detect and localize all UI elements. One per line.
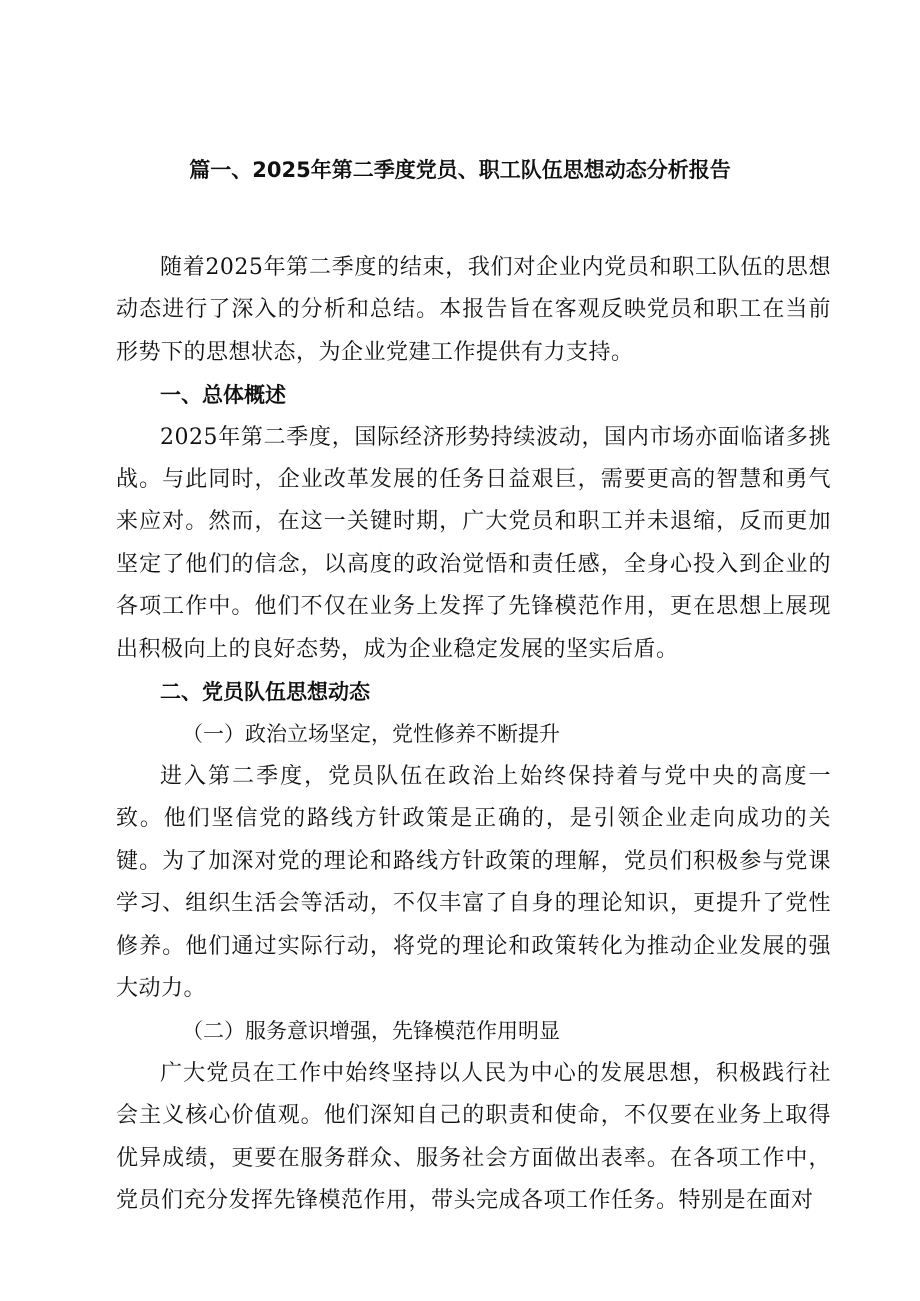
subsection-2-1-heading: （一）政治立场坚定，党性修养不断提升	[182, 722, 560, 747]
section-1-heading: 一、总体概述	[160, 383, 286, 408]
section-1-paragraph: 2025年第二季度，国际经济形势持续波动，国内市场亦面临诸多挑战。与此同时，企业改革发展的任务日益艰巨，需要更高的智慧和勇气来应对。然而，在这一关键时期，广大党员和职工并未退缩，反而更加坚定了他们的信念，以高度的政治觉悟和责任感，全身心投入到企业的各项工作中。他们不仅在业务上发挥了先锋模范作用，更在思想上展现出积极向上的良好态势，成为企业稳定发展的坚实后盾。	[116, 424, 831, 662]
document-title: 篇一、2025年第二季度党员、职工队伍思想动态分析报告	[189, 158, 731, 182]
subsection-2-1-paragraph: 进入第二季度，党员队伍在政治上始终保持着与党中央的高度一致。他们坚信党的路线方针政策是正确的，是引领企业走向成功的关键。为了加深对党的理论和路线方针政策的理解，党员们积极参与党课学习、组织生活会等活动，不仅丰富了自身的理论知识，更提升了党性修养。他们通过实际行动，将党的理论和政策转化为推动企业发展的强大动力。	[116, 763, 831, 1001]
subsection-2-2-paragraph: 广大党员在工作中始终坚持以人民为中心的发展思想，积极践行社会主义核心价值观。他们深知自己的职责和使命，不仅要在业务上取得优异成绩，更要在服务群众、服务社会方面做出表率。在各项工作中，党员们充分发挥先锋模范作用，带头完成各项工作任务。特别是在面对	[116, 1060, 831, 1213]
document-body	[116, 247, 831, 1222]
intro-paragraph: 随着2025年第二季度的结束，我们对企业内党员和职工队伍的思想动态进行了深入的分析和总结。本报告旨在客观反映党员和职工在当前形势下的思想状态，为企业党建工作提供有力支持。	[116, 255, 831, 365]
section-2-heading: 二、党员队伍思想动态	[160, 680, 370, 705]
subsection-2-2-heading: （二）服务意识增强，先锋模范作用明显	[182, 1019, 560, 1044]
